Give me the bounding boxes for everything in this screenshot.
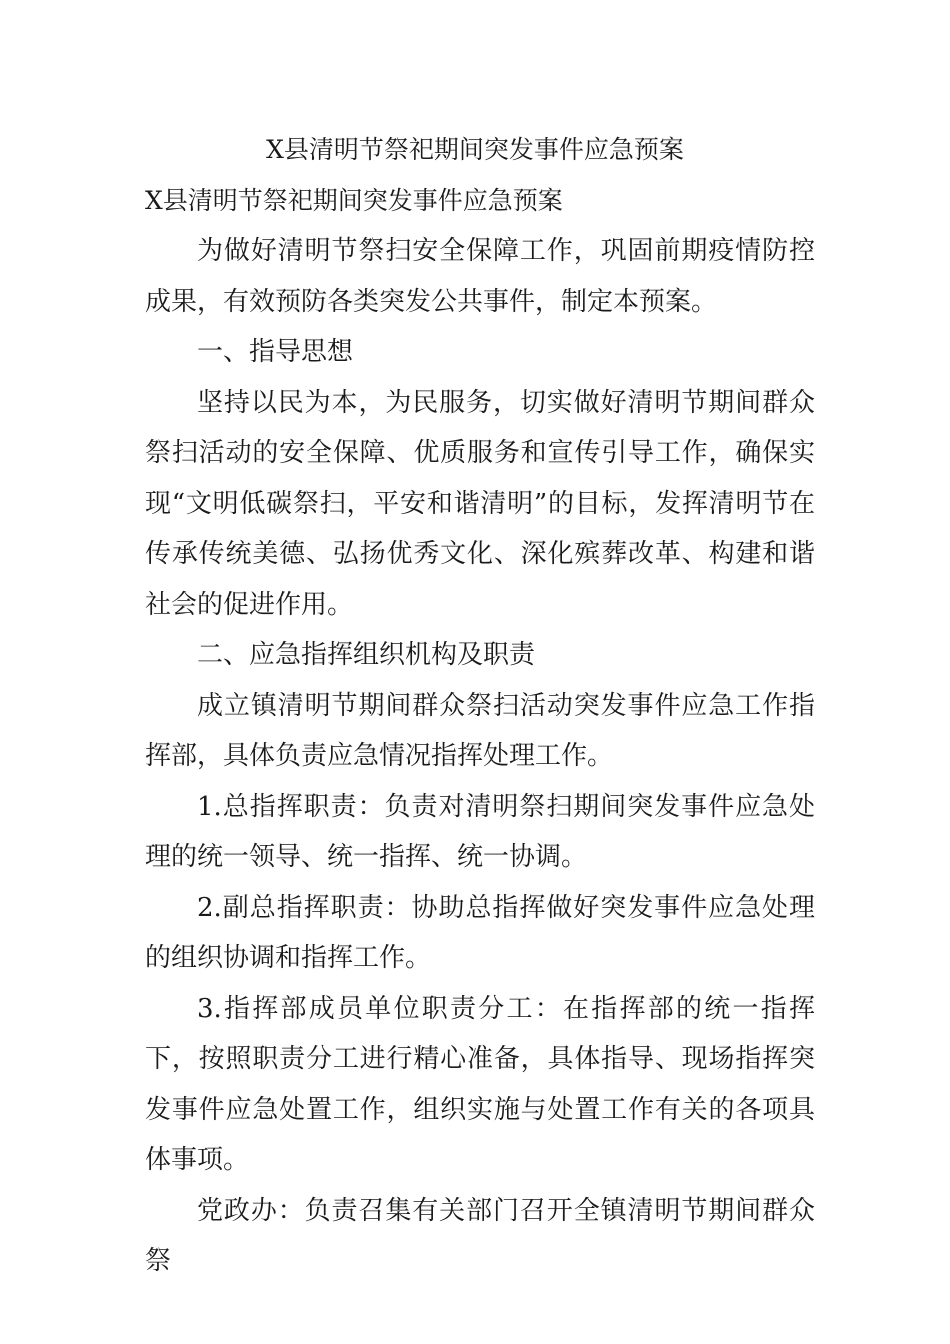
paragraph-intro: 为做好清明节祭扫安全保障工作，巩固前期疫情防控成果，有效预防各类突发公共事件，制定本预案。 [145, 236, 815, 317]
section-heading-organization: 二、应急指挥组织机构及职责 [197, 640, 536, 670]
document-body [145, 226, 815, 1287]
paragraph-party-office: 党政办：负责召集有关部门召开全镇清明节期间群众祭 [145, 1195, 815, 1276]
section-heading-guiding-ideology: 一、指导思想 [197, 337, 354, 367]
paragraph-commander-duties: 1.总指挥职责：负责对清明祭扫期间突发事件应急处理的统一领导、统一指挥、统一协调。 [145, 791, 815, 872]
document-title: X县清明节祭祀期间突发事件应急预案 [266, 135, 684, 164]
paragraph-guiding-ideology: 坚持以民为本，为民服务，切实做好清明节期间群众祭扫活动的安全保障、优质服务和宣传引导工作，确保实现“文明低碳祭扫，平安和谐清明”的目标，发挥清明节在传承传统美德、弘扬优秀文化、深化殡葬改革、构建和谐社会的促进作用。 [145, 387, 815, 620]
paragraph-member-units-duties: 3.指挥部成员单位职责分工：在指挥部的统一指挥下，按照职责分工进行精心准备，具体指导、现场指挥突发事件应急处置工作，组织实施与处置工作有关的各项具体事项。 [145, 993, 815, 1175]
document-subtitle: X县清明节祭祀期间突发事件应急预案 [145, 186, 563, 215]
paragraph-deputy-commander-duties: 2.副总指挥职责：协助总指挥做好突发事件应急处理的组织协调和指挥工作。 [145, 892, 815, 973]
paragraph-command-setup: 成立镇清明节期间群众祭扫活动突发事件应急工作指挥部，具体负责应急情况指挥处理工作。 [145, 690, 815, 771]
